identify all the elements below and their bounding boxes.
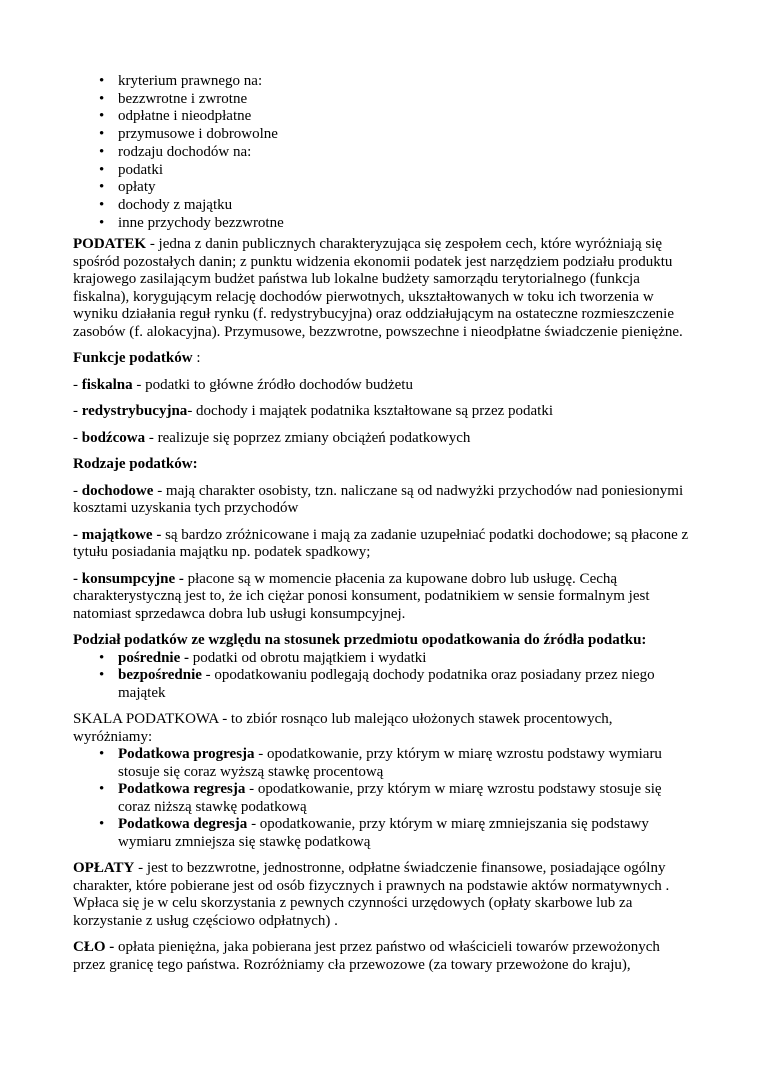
list-item <box>73 781 693 816</box>
rodzaj-text: - mają charakter osobisty, tzn. naliczane są od nadwyżki przychodów nad poniesionymi kosztami uzyskania tych przychodów <box>73 482 684 517</box>
list-item: • odpłatne i nieodpłatne <box>73 108 693 126</box>
skala-term: SKALA PODATKOWA <box>73 711 219 728</box>
list-item: • bezzwrotne i zwrotne <box>73 91 693 109</box>
podatek-term: PODATEK <box>73 236 147 253</box>
skala-item-text: - opodatkowanie, przy którym w miarę wzrostu podstawy wymiaru stosuje się coraz wyższą stawkę procentową <box>118 746 662 780</box>
funkcja-item <box>73 377 693 395</box>
document-content <box>73 73 693 974</box>
podzial-text: - opodatkowaniu podlegają dochody podatnika oraz posiadany przez niego majątek <box>118 667 655 701</box>
oplaty-definition <box>73 860 693 930</box>
list-item <box>73 816 693 851</box>
funkcje-heading-suffix: : <box>192 350 201 367</box>
podzial-heading <box>73 632 693 650</box>
skala-definition <box>73 711 693 746</box>
funkcje-heading-text: Funkcje podatków <box>73 350 193 367</box>
rodzaje-heading <box>73 456 693 474</box>
oplaty-term: OPŁATY <box>73 860 135 877</box>
funkcja-prefix: - <box>73 403 82 420</box>
clo-definition <box>73 939 693 974</box>
list-item: • rodzaju dochodów na: <box>73 144 693 162</box>
funkcja-term: bodźcowa <box>81 429 146 446</box>
funkcja-prefix: - <box>73 376 82 393</box>
skala-item-text: - opodatkowanie, przy którym w miarę zmniejszania się podstawy wymiaru zmniejsza się stawkę podatkową <box>118 816 649 850</box>
funkcja-text: - podatki to główne źródło dochodów budżetu <box>132 376 413 393</box>
funkcja-term: fiskalna <box>81 376 133 393</box>
podzial-term: bezpośrednie <box>118 667 202 684</box>
rodzaj-term: - majątkowe - <box>73 526 162 543</box>
skala-item-term: Podatkowa degresja <box>118 816 248 833</box>
rodzaje-heading-text: Rodzaje podatków: <box>73 456 198 473</box>
funkcja-text: - dochody i majątek podatnika kształtowane są przez podatki <box>187 403 554 420</box>
rodzaj-text: są bardzo zróżnicowane i mają za zadanie uzupełniać podatki dochodowe; są płacone z tytułu posiadania majątku np. podatek spadkowy; <box>73 526 689 561</box>
skala-item-term: Podatkowa regresja <box>118 781 246 798</box>
rodzaj-term: dochodowe <box>81 482 154 499</box>
rodzaj-item <box>73 571 693 624</box>
podzial-text: podatki od obrotu majątkiem i wydatki <box>188 649 427 666</box>
clo-term: CŁO - <box>73 939 115 956</box>
podzial-heading-text: Podział podatków ze względu na stosunek przedmiotu opodatkowania do źródła podatku: <box>73 632 647 649</box>
skala-item-text: - opodatkowanie, przy którym w miarę wzrostu podstawy stosuje się coraz niższą stawkę podatkową <box>118 781 662 815</box>
skala-list <box>73 746 693 851</box>
list-item: • dochody z majątku <box>73 197 693 215</box>
skala-item-term: Podatkowa progresja <box>118 746 255 763</box>
funkcje-heading <box>73 350 693 368</box>
skala-text: - to zbiór rosnąco lub malejąco ułożonych stawek procentowych, wyróżniamy: <box>73 711 613 745</box>
list-item: • opłaty <box>73 179 693 197</box>
podzial-term: pośrednie - <box>118 649 189 666</box>
list-item: • podatki <box>73 162 693 180</box>
list-item: • inne przychody bezzwrotne <box>73 215 693 233</box>
funkcja-term: redystrybucyjna <box>81 403 188 420</box>
list-item <box>73 667 693 702</box>
funkcja-prefix: - <box>73 429 82 446</box>
rodzaj-text: płacone są w momencie płacenia za kupowane dobro lub usługę. Cechą charakterystyczną jest to, że ich ciężar ponosi konsument, podatnikiem w sensie formalnym jest natomiast sprzedawca dobra lub usługi konsumpcyjnej. <box>73 570 650 622</box>
funkcja-item <box>73 430 693 448</box>
criteria-list <box>73 73 693 232</box>
podatek-definition <box>73 236 693 341</box>
podatek-text: - jedna z danin publicznych charakteryzująca się zespołem cech, które wyróżniają się spośród pozostałych danin; z punktu widzenia ekonomii podatek jest narzędziem podziału produktu krajowego zasilającym budżet państwa lub lokalne budżety samorządu terytorialnego (funkcja fiskalna), korygującym relację dochodów pierwotnych, ukształtowanych w toku ich tworzenia w wyniku działania reguł rynku (f. redystrybucyjna) oraz oddziałującym na ostateczne rozmieszczenie zasobów (f. alokacyjna). Przymusowe, bezzwrotne, powszechne i nieodpłatne świadczenie pieniężne. <box>73 236 683 340</box>
rodzaj-item <box>73 483 693 518</box>
list-item: • przymusowe i dobrowolne <box>73 126 693 144</box>
list-item <box>73 650 693 668</box>
funkcja-item <box>73 403 693 421</box>
funkcja-text: - realizuje się poprzez zmiany obciążeń podatkowych <box>145 429 471 446</box>
rodzaj-item <box>73 527 693 562</box>
rodzaj-prefix: - <box>73 482 82 499</box>
oplaty-text: - jest to bezzwrotne, jednostronne, odpłatne świadczenie finansowe, posiadające ogólny charakter, które pobierane jest od osób fizycznych i prawnych na podstawie aktów normatywnych . Wpłaca się je w celu skorzystania z pewnych czynności urzędowych (opłaty skarbowe lub za korzystanie z usług częściowo odpłatnych) . <box>73 860 670 929</box>
podzial-list <box>73 650 693 703</box>
list-item: • kryterium prawnego na: <box>73 73 693 91</box>
list-item <box>73 746 693 781</box>
rodzaj-term: - konsumpcyjne - <box>73 570 184 587</box>
clo-text: opłata pieniężna, jaka pobierana jest przez państwo od właścicieli towarów przewożonych przez granicę tego państwa. Rozróżniamy cła przewozowe (za towary przewożone do kraju), <box>73 939 660 973</box>
